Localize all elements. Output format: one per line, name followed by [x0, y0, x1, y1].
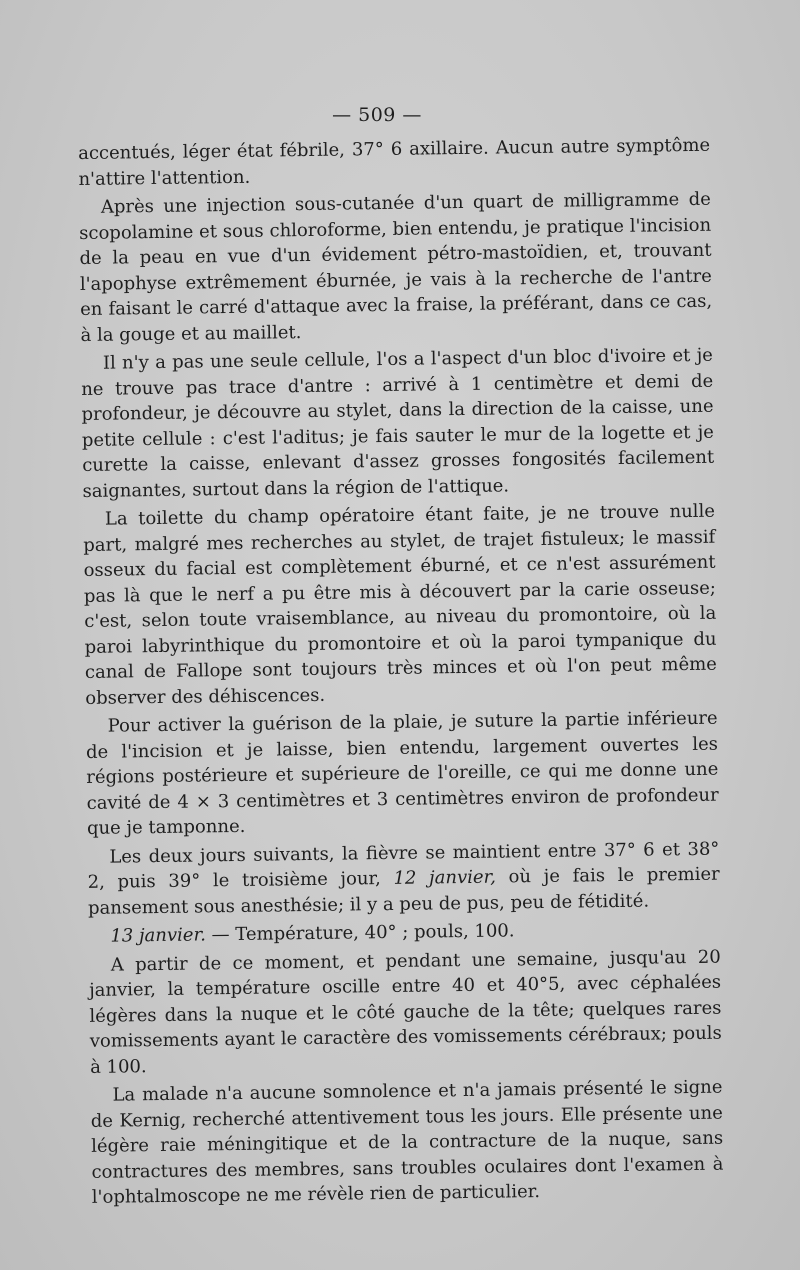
paragraph-4: La toilette du champ opératoire étant faite, je ne trouve nulle part, malgré mes recherches au stylet, de trajet fistuleux; le massif osseux du facial est complètement éburné, et ce n'est assurément pas là que le nerf a pu être mis à découvert par la carie osseuse; c'est, selon toute vraisemblance, au niveau du promontoire, où la paroi labyrinthique du promontoire et où la paroi tympanique du canal de Fallope sont toujours très minces et où l'on peut même observer des déhiscences. [83, 500, 718, 709]
paragraph-2: Après une injection sous-cutanée d'un quart de milligramme de scopolamine et sous chloroforme, bien entendu, je pratique l'incision de la peau en vue d'un évidement pétro-mastoïdien, et, trouvant l'apophyse extrêmement éburnée, je vais à la recherche de l'antre en faisant le carré d'attaque avec la fraise, la préférant, dans ce cas, à la gouge et au maillet. [79, 188, 713, 346]
paragraph-1: accentués, léger état fébrile, 37° 6 axillaire. Aucun autre symptôme n'attire l'attention. [78, 134, 711, 190]
paragraph-8: A partir de ce moment, et pendant une semaine, jusqu'au 20 janvier, la température oscille entre 40 et 40°5, avec céphalées légères dans la nuque et le côté gauche de la tête; quelques rares vomissements ayant le caractère des vomissements cérébraux; pouls à 100. [88, 946, 722, 1078]
paragraph-6 [87, 836, 720, 921]
paragraph-6-text-after: où je fais le premier pansement sous anesthésie; il y a peu de pus, peu de fétidité. [87, 863, 720, 919]
paragraph-5: Pour activer la guérison de la plaie, je suture la partie inférieure de l'incision et je laisse, bien entendu, largement ouvertes les régions postérieure et supérieure de l'oreille, ce qui me donne une cavité de 4 × 3 centimètres et 3 centimètres environ de profondeur que je tamponne. [85, 707, 719, 839]
page-number: — 509 — [332, 104, 422, 126]
date-12-janvier: 12 janvier, [393, 866, 497, 889]
text-body [78, 133, 724, 1214]
paragraph-3: Il n'y a pas une seule cellule, l'os a l'aspect d'un bloc d'ivoire et je ne trouve pas trace d'antre : arrivé à 1 centimètre et demi de profondeur, je découvre au stylet, dans la direction de la caisse, une petite cellule : c'est l'aditus; je fais sauter le mur de la logette et je curette la caisse, enlevant d'assez grosses fongosités facilement saignantes, surtout dans la région de l'attique. [81, 344, 715, 502]
date-13-janvier: 13 janvier. [110, 924, 207, 947]
paragraph-9: La malade n'a aucune somnolence et n'a jamais présenté le signe de Kernig, recherché attentivement tous les jours. Elle présente une légère raie méningitique et de la contracture de la nuque, sans contractures des membres, sans troubles oculaires dont l'examen à l'ophtalmoscope ne me révèle rien de particulier. [90, 1076, 724, 1208]
paragraph-7 [88, 916, 720, 950]
paragraph-7-text: — Température, 40° ; pouls, 100. [205, 920, 515, 946]
paragraph-6-text-before: Les deux jours suivants, la fièvre se maintient entre 37° 6 et 38° 2, puis 39° le troisième jour, [87, 838, 720, 893]
